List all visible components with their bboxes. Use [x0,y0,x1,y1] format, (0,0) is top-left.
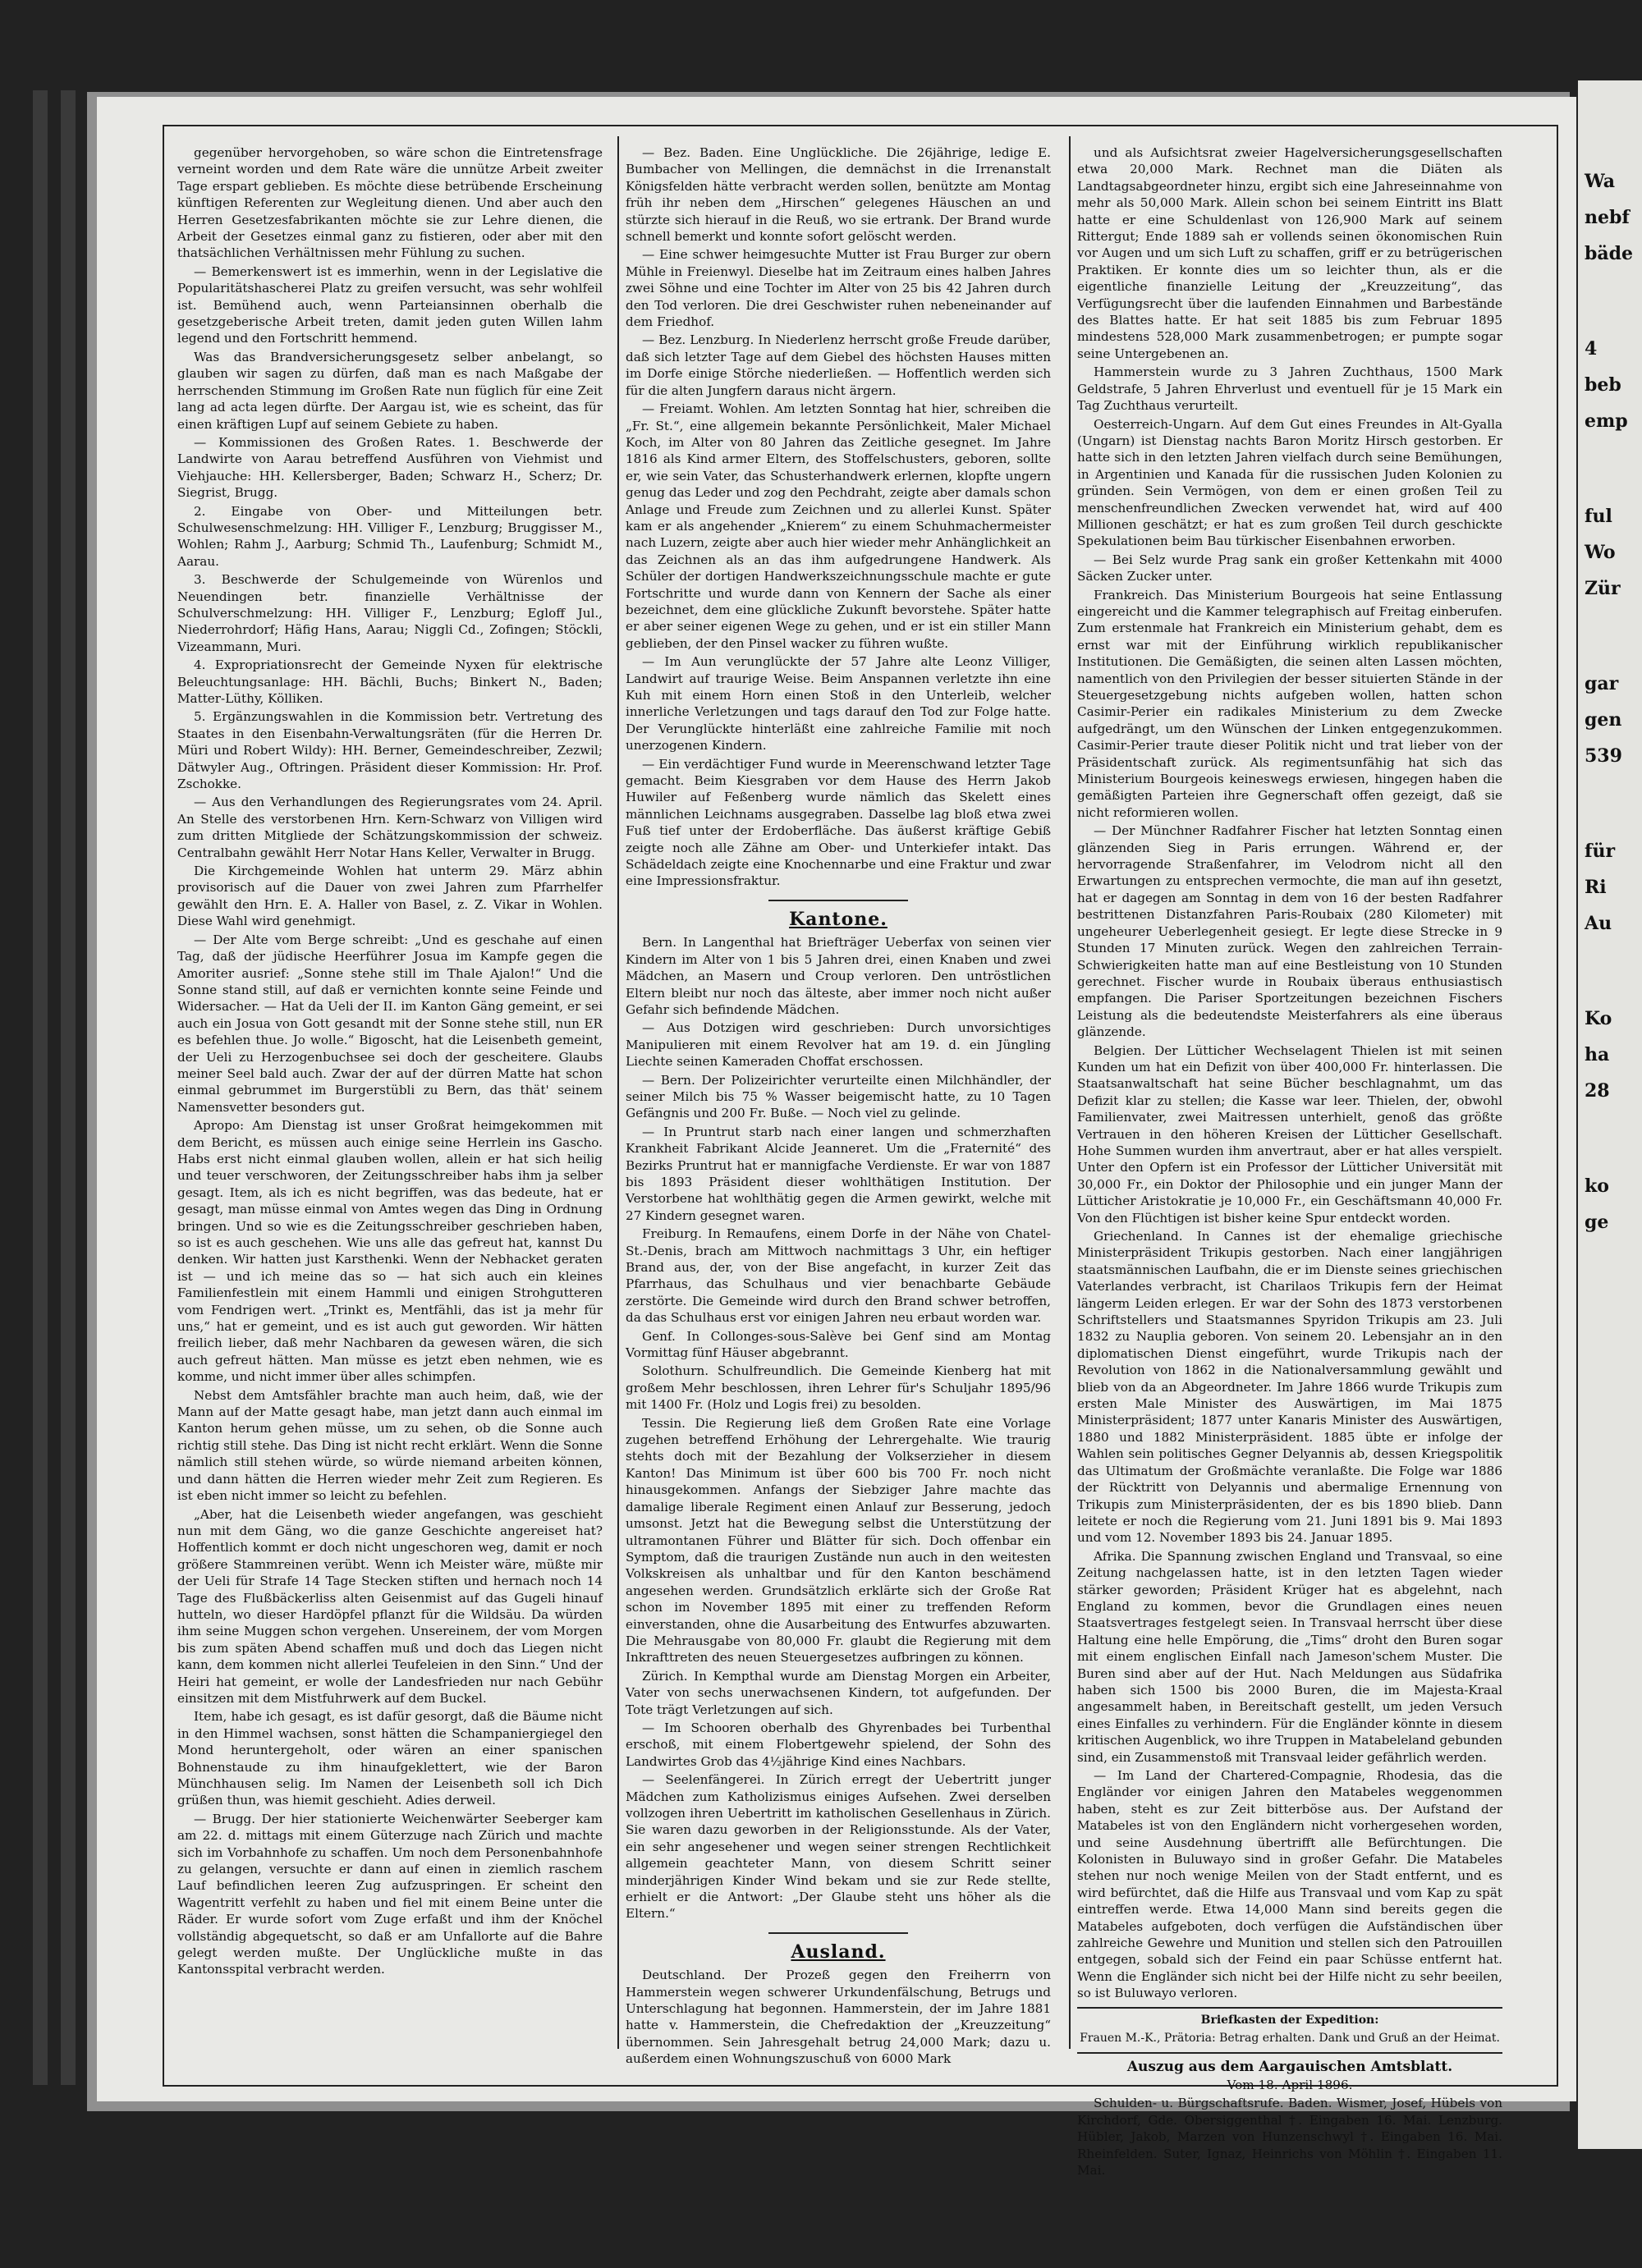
paragraph: und als Aufsichtsrat zweier Hagelversicherungsgesellschaften etwa 20,000 Mark. Rechnet man die Diäten als Landtagsabgeordneter hinzu, ergibt sich eine Jahreseinnahme von mehr als 50,000 Mark. Allein schon bei seinem Eintritt ins Blatt hatte er eine Schuldenlast von 126,900 Mark auf seinem Rittergut; Ende 1889 sah er vollends seinen ökonomischen Ruin vor Augen und um sich Luft zu schaffen, griff er zu betrügerischen Praktiken. Er konnte dies um so leichter thun, als er die eigentliche finanzielle Leitung der „Kreuzzeitung“, das Verfügungsrecht über die laufenden Einnahmen und Barbestände des Blattes hatte. Er hat seit 1885 bis zum Februar 1895 mindestens 528,000 Mark zusammenbetrogen; er pumpte sogar seine Untergebenen an. [1077,145,1502,361]
adjacent-page-fragment: Ri [1585,877,1607,898]
paragraph: — Im Aun verunglückte der 57 Jahre alte Leonz Villiger, Landwirt auf traurige Weise. Beim Anspannen verletzte ihn eine Kuh mit einem Horn einen Stoß in den Unterleib, welcher innerliche Verletzungen und tags darauf den Tod zur Folge hatte. Der Verunglückte hinterläßt eine zahlreiche Familie mit noch unerzogenen Kindern. [626,654,1051,754]
column-3 [1077,144,1502,2178]
paragraph: Griechenland. In Cannes ist der ehemalige griechische Ministerpräsident Trikupis gestorben. Nach einer langjährigen staatsmännischen Laufbahn, die er im Dienste seines griechischen Vaterlandes verbracht, ist Charilaos Trikupis fern der Heimat längerm Leiden erlegen. Er war der Sohn des 1873 verstorbenen Schriftstellers und Staatsmannes Spyridon Trikupis am 23. Juli 1832 zu Nauplia geboren. Von seinem 20. Lebensjahr an in den diplomatischen Dienst eingeführt, wurde Trikupis nach der Revolution von 1862 in die Nationalversammlung gewählt und blieb von da an Abgeordneter. Im Jahre 1866 wurde Trikupis zum ersten Male Minister des Auswärtigen, im Mai 1875 Ministerpräsident; 1877 unter Kanaris Minister des Auswärtigen, 1880 und 1882 Ministerpräsident. 1885 übte er infolge der Wahlen sein politisches Gegner Delyannis ab, dessen Kriegspolitik das Ultimatum der Großmächte veranlaßte. Die Folge war 1886 der Rücktritt von Delyannis und abermalige Ernennung von Trikupis zum Ministerpräsidenten, der es bis 1890 blieb. Dann leitete er noch die Regierung vom 21. Juni 1891 bis 9. Mai 1893 und vom 12. November 1893 bis 24. Januar 1895. [1077,1229,1502,1546]
paragraph: Deutschland. Der Prozeß gegen den Freiherrn von Hammerstein wegen schwerer Urkundenfälschung, Betrugs und Unterschlagung hat begonnen. Hammerstein, der im Jahre 1881 hatte v. Hammerstein, die Chefredaktion der „Kreuzzeitung“ übernommen. Sein Jahresgehalt betrug 24,000 Mark; dazu u. außerdem einen Wohnungszuschuß von 6000 Mark [626,1968,1051,2067]
notice-title: Briefkasten der Expedition: [1200,2013,1379,2027]
paragraph: — Bemerkenswert ist es immerhin, wenn in der Legislative die Popularitätshascherei Platz zu greifen versucht, was sehr wohlfeil ist. Bemühend auch, wenn Parteiansinnen oberhalb die gesetzgeberische Arbeit treten, damit jeden guten Willen lahm legend und den Fortschritt hemmend. [177,263,603,346]
paragraph: — Seelenfängerei. In Zürich erregt der Uebertritt junger Mädchen zum Katholizismus einiges Aufsehen. Zwei derselben vollzogen ihren Uebertritt im katholischen Gesellenhaus in Zürich. Sie waren dazu geworben in der Religionsstunde. Als der Vater, ein sehr angesehener und wegen seiner strengen Rechtlichkeit allgemein geachteter Mann, von diesem Schritt seiner minderjährigen Kinder Wind bekam und sie zur Rede stellte, erhielt er die Antwort: „Der Glaube steht uns höher als die Eltern.“ [626,1772,1051,1922]
paragraph: — Im Schooren oberhalb des Ghyrenbades bei Turbenthal erschoß, mit einem Flobertgewehr spielend, der Sohn des Landwirtes Grob das 4½jährige Kind eines Nachbars. [626,1720,1051,1769]
paragraph: Item, habe ich gesagt, es ist dafür gesorgt, daß die Bäume nicht in den Himmel wachsen, sonst hätten die Schampaniergiegel den Mond heruntergeholt, oder wären an einer spanischen Bohnenstaude zu ihm hinaufgeklettert, wie der Baron Münchhausen selig. Im Namen der Leisenbeth soll ich Dich grüßen thun, was hiemit geschieht. Adies derweil. [177,1709,603,1808]
paragraph: — Bez. Baden. Eine Unglückliche. Die 26jährige, ledige E. Bumbacher von Mellingen, die demnächst in die Irrenanstalt Königsfelden hätte verbracht werden sollen, benützte am Montag früh ihr neben dem „Hirschen“ gelegenes Häuschen an und stürzte sich hierauf in die Reuß, wo sie ertrank. Der Brand wurde schnell bemerkt und konnte sofort gelöscht werden. [626,145,1051,245]
adjacent-page-fragment: Wa [1585,171,1616,192]
adjacent-page-fragment: bäde [1585,243,1634,264]
briefkasten-notice [1077,2007,1502,2054]
paragraph: 5. Ergänzungswahlen in die Kommission betr. Vertretung des Staates in den Eisenbahn-Verwaltungsräten (für die Herren Dr. Müri und Robert Wildy): HH. Berner, Gemeindeschreiber, Zezwil; Dätwyler Aug., Oftringen. Präsident dieser Kommission: Hr. Prof. Zschokke. [177,709,603,792]
paragraph: Nebst dem Amtsfähler brachte man auch heim, daß, wie der Mann auf der Matte gesagt habe, man jetzt dann auch einmal im Kanton herum gehen müsse, um zu sehen, ob die Sonne auch richtig still stehe. Das Ding ist nicht recht erklärt. Wenn die Sonne nämlich still stehen würde, so würde niemand arbeiten können, und dann hätten die Herren wieder mehr Zeit zum Regieren. Es ist eben nicht immer so leicht zu befehlen. [177,1387,603,1504]
adjacent-page-fragment: Ko [1585,1008,1612,1029]
paragraph: 4. Expropriationsrecht der Gemeinde Nyxen für elektrische Beleuchtungsanlage: HH. Bächli, Buchs; Binkert N., Baden; Matter-Lüthy, Kölliken. [177,657,603,706]
adjacent-page-fragment: 539 [1585,745,1622,767]
paragraph: Belgien. Der Lütticher Wechselagent Thielen ist mit seinen Kunden um hat ein Defizit von über 400,000 Fr. hinterlassen. Die Staatsanwaltschaft hat seine Bücher beschlagnahmt, um das Defizit klar zu stellen; die Kasse war leer. Thielen, der, obwohl Familienvater, zwei Maitressen unterhielt, genoß das größte Vertrauen in den höheren Kreisen der Lütticher Gesellschaft. Hohe Summen wurden ihm anvertraut, aber er hat alles verspielt. Unter den Opfern ist ein Professor der Lütticher Universität mit 30,000 Fr., ein Doktor der Philosophie und ein junger Mann der Lütticher Aristokratie je 10,000 Fr., ein Geschäftsmann 40,000 Fr. Von den Flüchtigen ist bisher keine Spur entdeckt worden. [1077,1042,1502,1226]
paragraph: — Im Land der Chartered-Compagnie, Rhodesia, das die Engländer vor einigen Jahren den Matabeles weggenommen haben, steht es zur Zeit bitterböse aus. Der Aufstand der Matabeles ist von den Engländern nicht vorhergesehen worden, und seine Ausdehnung übertrifft alle Befürchtungen. Die Kolonisten in Buluwayo sind in großer Gefahr. Die Matabeles stehen nur noch wenige Meilen von der Stadt entfernt, und es wird befürchtet, daß die Hilfe aus Transvaal und vom Kap zu spät eintreffen werde. Etwa 14,000 Mann sind bereits gegen die Matabeles aufgeboten, doch verfügen die Aufständischen über zahlreiche Gewehre und Munition und stellen sich den Patrouillen entgegen, sobald sich der Feind ein paar Schüsse entfernt hat. Wenn die Engländer sich nicht bei der Hilfe nicht zu sehr beeilen, so ist Buluwayo verloren. [1077,1768,1502,2001]
adjacent-page-fragment: ge [1585,1212,1609,1233]
paragraph: 2. Eingabe von Ober- und Mitteilungen betr. Schulwesenschmelzung: HH. Villiger F., Lenzburg; Bruggisser M., Wohlen; Rahm J., Aarburg; Schmid Th., Laufenburg; Schmidt M., Aarau. [177,503,603,569]
adjacent-page-fragment: 4 [1585,338,1598,360]
paragraph: — Aus den Verhandlungen des Regierungsrates vom 24. April. An Stelle des verstorbenen Hrn. Kern-Schwarz von Villigen wird zum dritten Mitgliede der Schätzungskommission der schweiz. Centralbahn gewählt Herr Notar Hans Keller, Verwalter in Brugg. [177,795,603,860]
paragraph: — Kommissionen des Großen Rates. 1. Beschwerde der Landwirte von Aarau betreffend Ausführen von Viehmist und Viehjauche: HH. Kellersberger, Baden; Schwarz H., Scherz; Dr. Siegrist, Brugg. [177,434,603,501]
section-heading-ausland: Ausland. [791,1940,886,1963]
adjacent-page-fragment: beb [1585,374,1621,396]
paragraph: — Freiamt. Wohlen. Am letzten Sonntag hat hier, schreiben die „Fr. St.“, eine allgemein bekannte Persönlichkeit, Maler Michael Koch, im Alter von 80 Jahren das Zeitliche gesegnet. Im Jahre 1816 als Kind armer Eltern, des Stoffelschusters, geboren, sollte er, wie sein Vater, das Schusterhandwerk erlernen, klopfte ungern genug das Leder und zog den Pechdraht, zeigte aber damals schon Anlage und Freude zum Zeichnen und zu allerlei Kunst. Später kam er als angehender „Knierem“ zu einem Schuhmachermeister nach Luzern, zeigte aber auch hier wieder mehr Anhänglichkeit an das Zeichnen als an das ihm aufgedrungene Handwerk. Als Schüler der dortigen Handwerkszeichnungsschule machte er gute Fortschritte und wurde dann von Kennern der Sache als einer bezeichnet, dem eine glückliche Zukunft bevorstehe. Später hatte er aber seiner eigenen Wege zu gehen, und er ist ein stiller Mann geblieben, der den Pinsel wacker zu führen wußte. [626,401,1051,651]
newspaper-page [97,97,1576,2178]
paragraph: Die Kirchgemeinde Wohlen hat unterm 29. März abhin provisorisch auf die Dauer von zwei Jahren zum Pfarrhelfer gewählt den Hrn. E. A. Haller von Basel, z. Z. Vikar in Wohlen. Diese Wahl wird genehmigt. [177,864,603,929]
adjacent-page-fragment: Au [1585,913,1612,934]
paragraph: Genf. In Collonges-sous-Salève bei Genf sind am Montag Vormittag fünf Häuser abgebrannt. [626,1328,1051,1361]
notice-text: Frauen M.-K., Prätoria: Betrag erhalten. Dank und Gruß an der Heimat. [1080,2032,1500,2046]
adjacent-page-fragment: gar [1585,673,1619,694]
amtsblatt-title: Auszug aus dem Aargauischen Amtsblatt. [1126,2058,1453,2075]
amtsblatt-date: Vom 18. April 1896. [1227,2077,1353,2092]
amtsblatt-text: Schulden- u. Bürgschaftsrufe. Baden. Wismer, Josef, Hübels von Kirchdorf, Gde. Obersiggenthal †. Eingaben 16. Mai. Lenzburg. Hübler, Jakob, Marzen von Hunzenschwyl †. Eingaben 16. Mai. Rheinfelden. Suter, Ignaz, Heinrichs von Möhlin †. Eingaben 11. Mai. [1077,2096,1502,2178]
paragraph: Oesterreich-Ungarn. Auf dem Gut eines Freundes in Alt-Gyalla (Ungarn) ist Dienstag nachts Baron Moritz Hirsch gestorben. Er hatte sich in den letzten Jahren vielfach durch seine Bemühungen, in Argentinien und Kanada für die russischen Juden Kolonien zu gründen. Sein Vermögen, von dem er einen großen Teil zu menschenfreundlichen Zwecken verwendet hat, wird auf 400 Millionen geschätzt; er hat es zum großen Teil durch geschickte Spekulationen beim Bau türkischer Eisenbahnen erworben. [1077,416,1502,549]
paragraph: — Bei Selz wurde Prag sank ein großer Kettenkahn mit 4000 Säcken Zucker unter. [1077,552,1502,584]
paragraph: Freiburg. In Remaufens, einem Dorfe in der Nähe von Chatel-St.-Denis, brach am Mittwoch nachmittags 3 Uhr, ein heftiger Brand aus, der, von der Bise angefacht, in kurzer Zeit das Pfarrhaus, das Schulhaus und vier benachbarte Gebäude zerstörte. Die Gemeinde wird durch den Brand schwer betroffen, da das Schulhaus erst vor einigen Jahren neu erbaut worden war. [626,1226,1051,1326]
paragraph: — Brugg. Der hier stationierte Weichenwärter Seeberger kam am 22. d. mittags mit einem Güterzuge nach Zürich und machte sich im Vorbahnhofe zu schaffen. Um noch dem Personenbahnhofe zu gelangen, versuchte er dann auf einen in ziemlich raschem Lauf befindlichen leeren Zug aufzuspringen. Er scheint den Wagentritt verfehlt zu haben und fiel mit einem Beine unter die Räder. Er wurde sofort vom Zuge erfaßt und ihm der Knöchel vollständig abgequetscht, so daß er am Unfallorte auf die Bahre gelegt werden mußte. Der Unglückliche mußte in das Kantonsspital verbracht werden. [177,1811,603,1977]
adjacent-page-fragment: Wo [1585,542,1616,563]
paragraph: Was das Brandversicherungsgesetz selber anbelangt, so glauben wir sagen zu dürfen, daß man es nach Maßgabe der herrschenden Stimmung im Großen Rate nun füglich für eine Zeit lang ad acta legen dürfte. Der Aargau ist, wie es scheint, das für einen kräftigen Lupf auf seinem Gebiete zu haben. [177,349,603,432]
paragraph: Apropo: Am Dienstag ist unser Großrat heimgekommen mit dem Bericht, es müssen auch einige seine Herrlein ins Gascho. Habs erst nicht einmal glauben wollen, allein er hat sich heilig und teuer verschworen, der Zeitungsschreiber habs ihm ja selber gesagt. Item, als ich es nicht begriffen, was das bedeute, hat er gesagt, man müsse einmal von Amtes wegen das Ding in Ordnung bringen. Und so wie es die Zeitungsschreiber geschrieben haben, so ist es auch geschehen. Wie uns alle das gefreut hat, kannst Du denken. Wir hatten just Karsthenki. Wenn der Nebhacket geraten ist — und ich meine das so — hat sich auch ein kleines Familienfestlein mit einem Hammli und einigen Strohgutteren vom Fendrigen wert. „Trinkt es, Mentfähli, das ist ja mehr für uns,“ hat er gemeint, und es ist auch gut geworden. Wir hätten freilich lieber, daß mehr Nachbaren da gewesen wären, die sich auch gefreut hätten. Man müsse es jetzt eben nehmen, wie es komme, und nicht immer über alles schimpfen. [177,1118,603,1385]
paragraph: Zürich. In Kempthal wurde am Dienstag Morgen ein Arbeiter, Vater von sechs unerwachsenen Kindern, tot aufgefunden. Der Tote trägt Verletzungen auf sich. [626,1668,1051,1717]
section-heading-kantone: Kantone. [789,908,888,930]
paragraph: — Ein verdächtiger Fund wurde in Meerenschwand letzter Tage gemacht. Beim Kiesgraben vor dem Hause des Herrn Jakob Huwiler auf Feßenberg wurde nämlich das Skelett eines männlichen Leichnams ausgegraben. Dasselbe lag bloß etwa zwei Fuß tief unter der Erdoberfläche. Das äußerst kräftige Gebiß zeigte noch alle Zähne am Ober- und Unterkiefer intakt. Das Schädeldach zeigte eine Knochennarbe und eine Fraktur und zwar eine Impressionsfraktur. [626,756,1051,889]
paragraph: Bern. In Langenthal hat Briefträger Ueberfax von seinen vier Kindern im Alter von 1 bis 5 Jahren drei, einen Knaben und zwei Mädchen, an Masern und Croup verloren. Den untröstlichen Eltern bleibt nur noch das älteste, aber immer noch nicht außer Gefahr sich befindende Mädchen. [626,935,1051,1017]
paragraph: Solothurn. Schulfreundlich. Die Gemeinde Kienberg hat mit großem Mehr beschlossen, ihren Lehrer für's Schuljahr 1895/96 mit 1400 Fr. (Holz und Logis frei) zu besolden. [626,1363,1051,1413]
adjacent-page-fragment: ha [1585,1044,1610,1065]
paragraph: Frankreich. Das Ministerium Bourgeois hat seine Entlassung eingereicht und die Kammer telegraphisch auf Freitag einberufen. Zum erstenmale hat Frankreich ein Ministerium gehabt, dem es ernst war mit der Einführung wirklich republikanischer Institutionen. Die Gemäßigten, die seinen alten Lassen möchten, namentlich von den Privilegien der besser situierten Stände in der Steuergesetzgebung nichts aufgeben wollen, hatten schon Casimir-Perier ein radikales Ministerium zu dem Zwecke aufgedrängt, um den Wünschen der Linken entgegenzukommen. Casimir-Perier traute dieser Politik nicht und trat lieber von der Präsidentschaft zurück. Als regimentsunfähig hat sich das Ministerium Bourgeois keineswegs erwiesen, hingegen haben die gemäßigten Parteien ihre Gegnerschaft offen gezeigt, daß sie nicht reformieren wollen. [1077,587,1502,820]
paragraph: Afrika. Die Spannung zwischen England und Transvaal, so eine Zeitung nachgelassen hatte, ist in den letzten Tagen wieder stärker geworden; Präsident Krüger hat es abgelehnt, nach England zu kommen, bevor die Grundlagen eines neuen Staatsvertrages festgelegt seien. In Transvaal herrscht über diese Haltung eine helle Empörung, die „Tims“ droht den Buren sogar mit einem englischen Einfall nach Jameson'schem Muster. Die Buren sind aber auf der Hut. Nach Meldungen aus Südafrika haben sich 1500 bis 2000 Buren, die im Majesta-Kraal angesammelt haben, in Bereitschaft gestellt, um jeden Versuch eines Einfalles zu verhindern. Für die Engländer könnte in diesem kritischen Augenblick, wo ihre Truppen in Matabeleland gebunden sind, ein Zusammenstoß mit Transvaal leider gefährlich werden. [1077,1548,1502,1765]
paragraph: gegenüber hervorgehoben, so wäre schon die Eintretensfrage verneint worden und dem Rate wäre die unnütze Arbeit zweiter Tage erspart geblieben. Es möchte diese betrübende Erscheinung künftigen Referenten zur Wegleitung dienen. Und aber auch den Herren Gesetzesfabrikanten möchte sie zur Lehre dienen, die Arbeit der Gesetzes einmal ganz zu fistieren, oder aber mit den thatsächlichen Verhältnissen mehr Fühlung zu suchen. [177,145,603,261]
page-edge-strip [61,90,76,2085]
paragraph: Hammerstein wurde zu 3 Jahren Zuchthaus, 1500 Mark Geldstrafe, 5 Jahren Ehrverlust und eventuell für je 15 Mark ein Tag Zuchthaus verurteilt. [1077,364,1502,414]
column-2 [626,144,1051,2065]
paragraph: 3. Beschwerde der Schulgemeinde von Würenlos und Neuendingen betr. finanzielle Verhältnisse der Schulverschmelzung: HH. Villiger F., Lenzburg; Egloff Jul., Niederrohrdorf; Häfig Hans, Aarau; Niggli Cd., Zofingen; Stöckli, Vizeammann, Muri. [177,572,603,654]
paragraph: — Aus Dotzigen wird geschrieben: Durch unvorsichtiges Manipulieren mit einem Revolver hat am 19. d. ein Jüngling Liechte seinen Kameraden Choffat erschossen. [626,1020,1051,1070]
column-rule [617,136,619,2049]
paragraph: „Aber, hat die Leisenbeth wieder angefangen, was geschieht nun mit dem Gäng, wo die ganze Geschichte angereiset hat? Hoffentlich kommt er doch nicht ungeschoren weg, damit er noch größere Stammreinen verübt. Wenn ich Meister wäre, müßte mir der Ueli für Strafe 14 Tage Stecken stiften und hernach noch 14 Tage des Flußbäckerliss alten Geisenmist auf das Gugeli hinauf hutteln, wo dieser Hardöpfel pflanzt für die Wildsäu. Da würden ihm seine Muggen schon vergehen. Unsereinem, der vom Morgen bis zum späten Abend schaffen muß und doch das Liegen nicht kann, dem kommen nicht allerlei Teufeleien in den Sinn.“ Und der Heiri hat gemeint, er wolle der Landesfrieden nur nach Gebühr einsitzen mit dem Mistfuhrwerk auf dem Buckel. [177,1506,603,1706]
paragraph: Tessin. Die Regierung ließ dem Großen Rate eine Vorlage zugehen betreffend Erhöhung der Lehrergehalte. Wie traurig stehts doch mit der Bezahlung der Volkserzieher in diesem Kanton! Das Minimum ist über 600 bis 700 Fr. noch nicht hinausgekommen. Anfangs der Siebziger Jahre machte das damalige liberale Regiment einen Anlauf zur Besserung, jedoch umsonst. Jetzt hat die Bewegung selbst die Unterstützung der ultramontanen Führer und Blätter für sich. Doch offenbar ein Symptom, daß die traurigen Zustände nun auch in den weitesten Volkskreisen als unhaltbar und für den Kanton beschämend angesehen werden. Grundsätzlich erklärte sich der Große Rat schon im November 1895 mit einer zu treffenden Reform einverstanden, ohne die Ausarbeitung des Entwurfes abzuwarten. Die Mehrausgabe von 80,000 Fr. glaubt die Regierung mit dem Inkrafttreten des neuen Steuergesetzes aufbringen zu können. [626,1415,1051,1665]
adjacent-page-fragment: emp [1585,410,1628,432]
section-divider [768,900,908,901]
adjacent-page-text [1578,80,1642,1233]
paragraph: — Eine schwer heimgesuchte Mutter ist Frau Burger zur obern Mühle in Freienwyl. Dieselbe hat im Zeitraum eines halben Jahres zwei Söhne und eine Tochter im Alter von 25 bis 42 Jahren durch den Tod verloren. Die drei Geschwister ruhen nebeneinander auf dem Friedhof. [626,247,1051,330]
paragraph: — Der Münchner Radfahrer Fischer hat letzten Sonntag einen glänzenden Sieg in Paris errungen. Während er, der hervorragende Straßenfahrer, im Velodrom nicht all den Erwartungen zu entsprechen vermochte, die man auf ihn gesetzt, hat er dagegen am Sonntag in dem von 16 der besten Radfahrer bestrittenen Distanzfahren Paris-Roubaix (280 Kilometer) mit ungeheurer Ueberlegenheit gesiegt. Er legte diese Strecke in 9 Stunden 17 Minuten zurück. Wegen den zahlreichen Terrain-Schwierigkeiten hatte man auf eine Bestleistung von 10 Stunden gerechnet. Fischer wurde in Roubaix überaus enthusiastisch empfangen. Die Pariser Sportzeitungen bezeichnen Fischers Leistung als die bedeutendste Meisterfahrers als eine überaus glänzende. [1077,823,1502,1040]
adjacent-page-fragment: Zür [1585,578,1621,599]
adjacent-page-fragment: ful [1585,506,1612,527]
adjacent-page-edge [1578,80,1642,2149]
page-edge-strip [33,90,48,2085]
adjacent-page-fragment: für [1585,841,1616,862]
paragraph: — Bez. Lenzburg. In Niederlenz herrscht große Freude darüber, daß sich letzter Tage auf dem Giebel des höchsten Hauses mitten im Dorfe einige Störche niederließen. — Hoffentlich werden sich für die alten Jungfern daraus nicht ärgern. [626,332,1051,398]
paragraph: — Bern. Der Polizeirichter verurteilte einen Milchhändler, der seiner Milch bis 75 % Wasser beigemischt hatte, zu 10 Tagen Gefängnis und 200 Fr. Buße. — Noch viel zu gelinde. [626,1072,1051,1121]
adjacent-page-fragment: 28 [1585,1080,1610,1102]
paragraph: — In Pruntrut starb nach einer langen und schmerzhaften Krankheit Fabrikant Alcide Jeanneret. Um die „Fraternité“ des Bezirks Pruntrut hat er mannigfache Verdienste. Er war von 1887 bis 1893 Präsident dieser wohlthätigen Institution. Der Verstorbene hat wohlthätig gegen die Armen gewirkt, welche mit 27 Kindern gesegnet waren. [626,1124,1051,1223]
column-1 [177,144,603,2065]
section-divider [768,1932,908,1934]
paragraph: — Der Alte vom Berge schreibt: „Und es geschahe auf einen Tag, daß der jüdische Heerführer Josua im Kampfe gegen die Amoriter ausrief: „Sonne stehe still im Thale Ajalon!“ Und die Sonne stand still, auf daß er vernichten konnte seine Feinde und Widersacher. — Hat da Ueli der II. im Kanton Gäng gemeint, er sei auch ein Josua von Gott gesandt mit der Sonne stehe still, nun ER es befehlen thue. Jo wolle.“ Bigoscht, hat die Leisenbeth gemeint, der Ueli zu Herzogenbuchsee sei doch der gescheitere. Glaubs meiner Seel bald auch. Zwar der auf der dürren Matte hat schon einmal gebrummet im Burgerstübli zu Bern, das thät' seinem Namensvetter besonders gut. [177,932,603,1115]
column-rule [1069,136,1071,2049]
adjacent-page-fragment: ko [1585,1175,1609,1197]
adjacent-page-fragment: gen [1585,709,1622,731]
adjacent-page-fragment: nebf [1585,207,1630,228]
